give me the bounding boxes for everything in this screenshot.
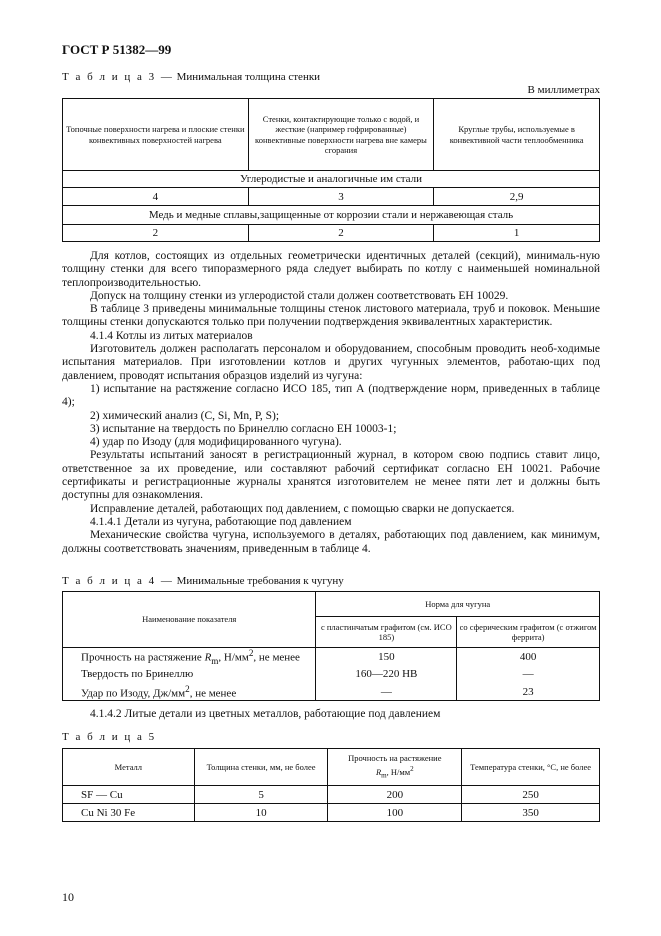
table5-col1-header: Металл: [63, 749, 195, 786]
table3-group-copper: Медь и медные сплавы,защищенные от коррозии стали и нержавеющая сталь: [63, 206, 600, 225]
table3-cell: 3: [248, 188, 434, 206]
table5-cell: Cu Ni 30 Fe: [63, 804, 195, 822]
table5-cell: 350: [462, 804, 600, 822]
subscript: m: [381, 771, 387, 780]
table4-row-name: [63, 683, 316, 701]
paragraph: Изготовитель должен располагать персоналом и оборудованием, способным проводить необ-ходимые испытания материалов. При изготовлении котлов и других чугунных элементов, работаю-щих под давлением, проводят испытания образцов изделий из чугуна:: [62, 343, 600, 382]
paragraph: Исправление деталей, работающих под давлением, с помощью сварки не допускается.: [90, 502, 515, 515]
table4-cell: 160—220 НВ: [316, 666, 457, 683]
paragraph: Результаты испытаний заносят в регистрационный журнал, в котором свою подпись ставит лицо, ответственное за их проведение, или составляют рабочий сертификат согласно ЕН 10021. Рабочие сертификаты и регистрационные журналы хранятся изготовителем не менее пяти лет и должны быть доступны для ознакомления.: [62, 449, 600, 502]
table3-caption-prefix: Т а б л и ц а 3 —: [62, 71, 174, 83]
paragraph: Допуск на толщину стенки из углеродистой стали должен соответствовать ЕН 10029.: [90, 289, 509, 302]
paragraph: В таблице 3 приведены минимальные толщины стенок листового материала, труб и поковок. Меньшие толщины стенки допускаются только при получении подтверждения эквивалентных характеристик.: [62, 303, 600, 329]
text: , не менее: [253, 651, 300, 664]
table3-cell: 2: [248, 225, 434, 242]
table4-cell: —: [316, 683, 457, 701]
table3-col3-header: Круглые трубы, используемые в конвективной части теплообменника: [434, 99, 600, 171]
table5-cell: 200: [328, 786, 462, 804]
table3-cell: 2: [63, 225, 249, 242]
table4-caption-title: Минимальные требования к чугуну: [176, 575, 344, 587]
page-number: 10: [62, 890, 74, 904]
list-item: 1) испытание на растяжение согласно ИСО 185, тип А (подтверждение норм, приведенных в таблице 4);: [62, 382, 600, 409]
table4-caption: [62, 575, 344, 587]
table4-group-header: Норма для чугуна: [316, 592, 600, 617]
table4-caption-prefix: Т а б л и ц а 4 —: [62, 575, 174, 587]
table4-cell: 150: [316, 648, 457, 666]
table4-cell: 23: [457, 683, 600, 701]
table3-units: В миллиметрах: [527, 84, 600, 96]
table5-cell: 10: [194, 804, 328, 822]
subscript: m: [211, 655, 219, 666]
table4-name-header: Наименование показателя: [63, 592, 316, 648]
table3-cell: 1: [434, 225, 600, 242]
table5-cell: 100: [328, 804, 462, 822]
text: , не менее: [189, 687, 237, 700]
text: , Н/мм: [218, 651, 249, 664]
table3: [62, 98, 600, 242]
table5-col3-header: [328, 749, 462, 786]
text: Прочность на растяжение: [81, 651, 205, 664]
symbol: R: [375, 766, 382, 777]
table5-cell: 250: [462, 786, 600, 804]
table5-col4-header: Температура стенки, °С, не более: [462, 749, 600, 786]
text: Прочность на растяжение: [348, 753, 442, 764]
table3-caption: [62, 71, 320, 83]
table4-col-b-header: со сферическим графитом (с отжигом феррита): [457, 617, 600, 648]
table4-col-a-header: с пластинчатым графитом (см. ИСО 185): [316, 617, 457, 648]
superscript: 2: [410, 764, 414, 773]
table3-caption-title: Минимальная толщина стенки: [176, 71, 321, 83]
table5-cell: SF — Cu: [63, 786, 195, 804]
table5: [62, 748, 600, 822]
paragraph: Для котлов, состоящих из отдельных геометрически идентичных деталей (секций), минималь-ную толщину стенки для всего типоразмерного ряда следует выбирать по котлу с наименьшей номинальной теплопроизводительностью.: [62, 250, 600, 289]
table3-col1-header: Топочные поверхности нагрева и плоские стенки конвективных поверхностей нагрева: [63, 99, 249, 171]
text: Удар по Изоду, Дж/мм: [81, 687, 186, 700]
section-heading-4-1-4-2: 4.1.4.2 Литые детали из цветных металлов, работающие под давлением: [90, 708, 441, 720]
symbol: R: [204, 651, 212, 664]
document-header: ГОСТ Р 51382—99: [62, 42, 172, 57]
table5-cell: 5: [194, 786, 328, 804]
list-item: 4) удар по Изоду (для модифицированного чугуна).: [90, 436, 342, 449]
table3-cell: 4: [63, 188, 249, 206]
superscript: 2: [248, 648, 254, 658]
body-text: [62, 250, 600, 556]
table3-cell: 2,9: [434, 188, 600, 206]
table5-caption: Т а б л и ц а 5: [62, 731, 157, 743]
table4: [62, 591, 600, 701]
list-item: 2) химический анализ (С, Si, Mn, Р, S);: [90, 409, 280, 422]
table4-cell: 400: [457, 648, 600, 666]
table3-group-carbon: Углеродистые и аналогичные им стали: [63, 171, 600, 188]
list-item: 3) испытание на твердость по Бринеллю согласно ЕН 10003-1;: [90, 422, 397, 435]
section-heading-4-1-4-1: 4.1.4.1 Детали из чугуна, работающие под давлением: [90, 515, 352, 528]
table4-row-name: Твердость по Бринеллю: [63, 666, 316, 683]
table4-cell: —: [457, 666, 600, 683]
superscript: 2: [185, 683, 190, 694]
table3-col2-header: Стенки, контактирующие только с водой, и жесткие (например гофрированные) конвективные поверхности нагрева вне камеры сгорания: [248, 99, 434, 171]
paragraph: Механические свойства чугуна, используемого в деталях, работающих под давлением, как минимум, должны соответствовать значениям, приведенным в таблице 4.: [62, 529, 600, 555]
table5-col2-header: Толщина стенки, мм, не более: [194, 749, 328, 786]
text: , Н/мм: [386, 766, 411, 777]
section-heading-4-1-4: 4.1.4 Котлы из литых материалов: [90, 329, 253, 342]
table4-row-name: [63, 648, 316, 666]
